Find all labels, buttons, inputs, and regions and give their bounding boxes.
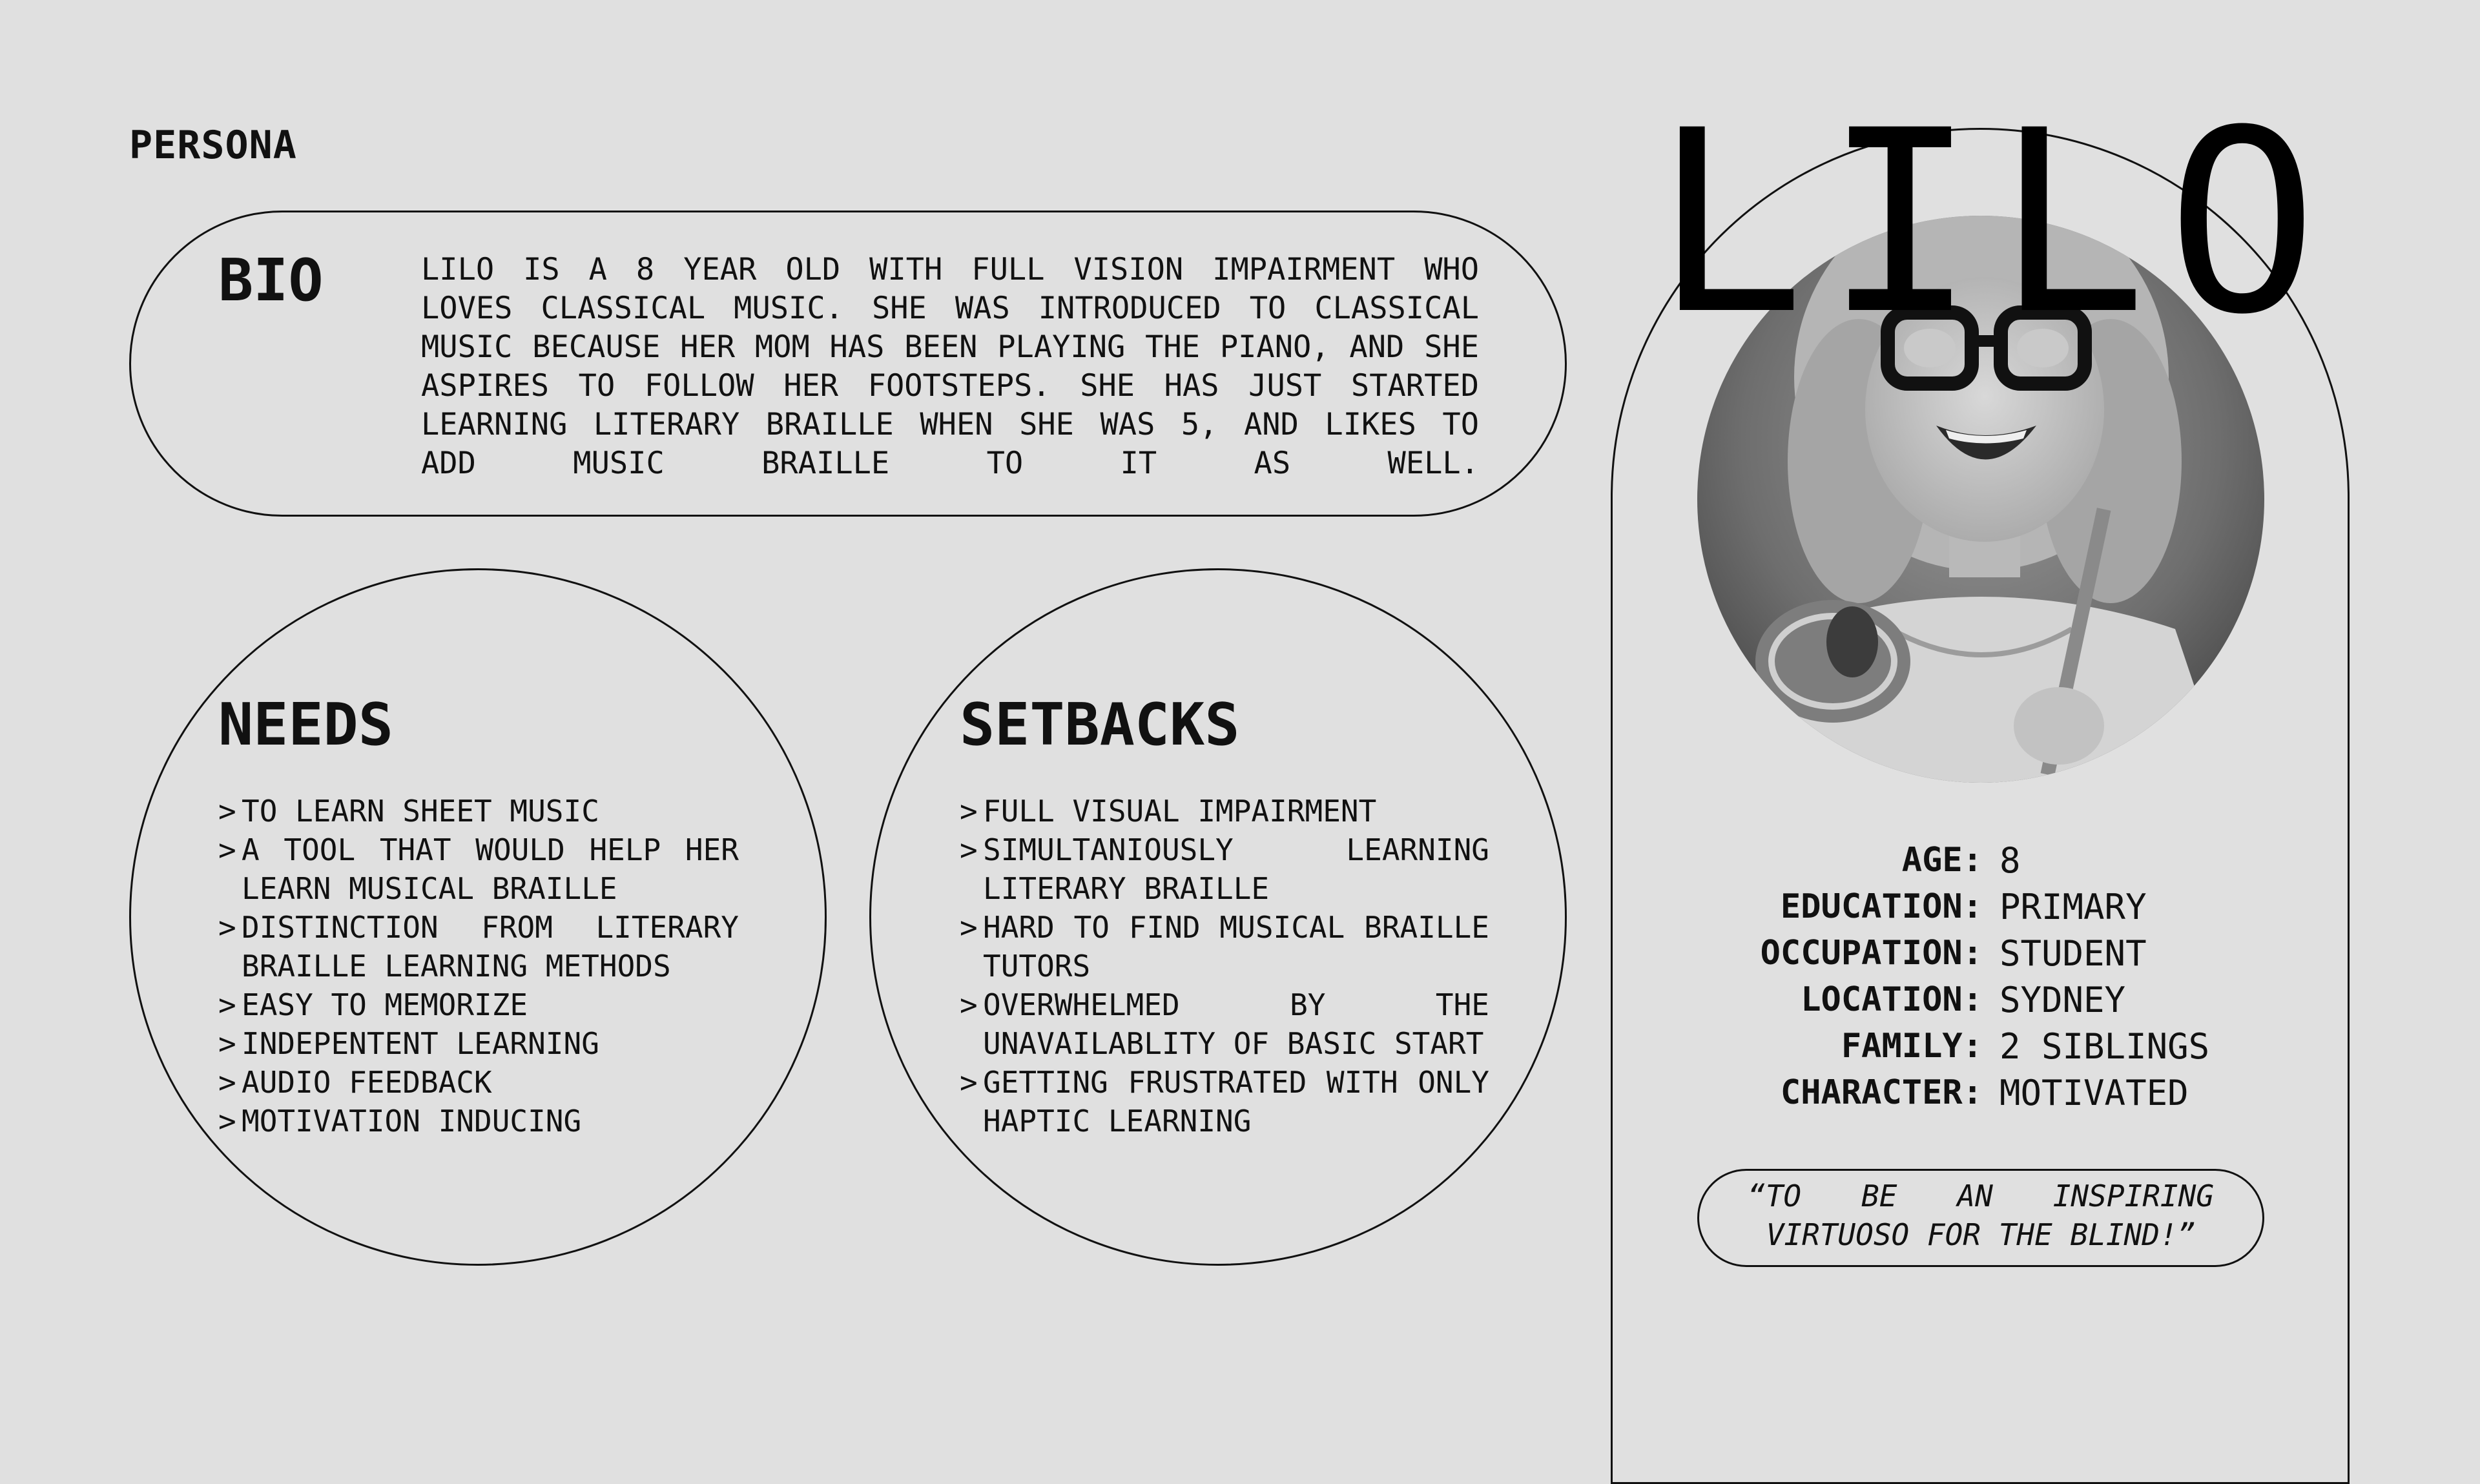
setbacks-title: SETBACKS bbox=[960, 691, 1240, 759]
list-item: > MOTIVATION INDUCING bbox=[218, 1102, 739, 1140]
bio-text: LILO IS A 8 YEAR OLD WITH FULL VISION IMPAIRMENT WHO LOVES CLASSICAL MUSIC. SHE WAS INTRODUCED TO CLASSICAL MUSIC BECAUSE HER MOM HAS BEEN PLAYING THE PIANO, AND SHE ASPIRES TO FOLLOW HER FOOTSTEPS. SHE HAS JUST STARTED LEARNING LITERARY BRAILLE WHEN SHE WAS 5, AND LIKES TO ADD MUSIC BRAILLE TO IT AS WELL. bbox=[421, 252, 1479, 481]
info-table bbox=[1679, 837, 2209, 1116]
list-item: > AUDIO FEEDBACK bbox=[218, 1063, 739, 1102]
list-item: > EASY TO MEMORIZE bbox=[218, 985, 739, 1024]
list-item: > SIMULTANIOUSLY LEARNING LITERARY BRAILLE bbox=[960, 830, 1489, 908]
list-item: > HARD TO FIND MUSICAL BRAILLE TUTORS bbox=[960, 908, 1489, 985]
persona-name: LILO bbox=[1653, 76, 2338, 369]
setbacks-list bbox=[960, 792, 1489, 1140]
info-value: MOTIVATED bbox=[2000, 1072, 2189, 1113]
info-key: AGE: bbox=[1901, 841, 1983, 880]
info-value: STUDENT bbox=[2000, 933, 2147, 974]
bio-title: BIO bbox=[218, 247, 324, 314]
list-item: > A TOOL THAT WOULD HELP HER LEARN MUSICAL BRAILLE bbox=[218, 830, 739, 908]
info-row-occupation bbox=[1679, 930, 2209, 976]
info-key: LOCATION: bbox=[1801, 980, 1983, 1019]
info-key: FAMILY: bbox=[1841, 1027, 1983, 1066]
info-row-family bbox=[1679, 1023, 2209, 1069]
info-value: SYDNEY bbox=[2000, 979, 2126, 1020]
info-row-education bbox=[1679, 883, 2209, 930]
list-item: > GETTING FRUSTRATED WITH ONLY HAPTIC LEARNING bbox=[960, 1063, 1489, 1140]
info-row-character bbox=[1679, 1069, 2209, 1116]
info-key: CHARACTER: bbox=[1780, 1073, 1983, 1112]
list-item: > FULL VISUAL IMPAIRMENT bbox=[960, 792, 1489, 830]
info-row-age bbox=[1679, 837, 2209, 883]
list-item: > DISTINCTION FROM LITERARY BRAILLE LEARNING METHODS bbox=[218, 908, 739, 985]
info-key: EDUCATION: bbox=[1780, 887, 1983, 926]
info-value: PRIMARY bbox=[2000, 886, 2147, 927]
page-label: PERSONA bbox=[129, 123, 297, 168]
list-item: > OVERWHELMED BY THE UNAVAILABLITY OF BASIC START bbox=[960, 985, 1489, 1063]
list-item: > INDEPENTENT LEARNING bbox=[218, 1024, 739, 1063]
persona-quote: “TO BE AN INSPIRING VIRTUOSO FOR THE BLIND!” bbox=[1748, 1179, 2214, 1252]
info-key: OCCUPATION: bbox=[1760, 934, 1983, 973]
needs-title: NEEDS bbox=[218, 691, 393, 759]
info-value: 2 SIBLINGS bbox=[2000, 1025, 2210, 1067]
needs-list bbox=[218, 792, 739, 1140]
info-row-location bbox=[1679, 976, 2209, 1023]
list-item: > TO LEARN SHEET MUSIC bbox=[218, 792, 739, 830]
info-value: 8 bbox=[2000, 840, 2021, 881]
